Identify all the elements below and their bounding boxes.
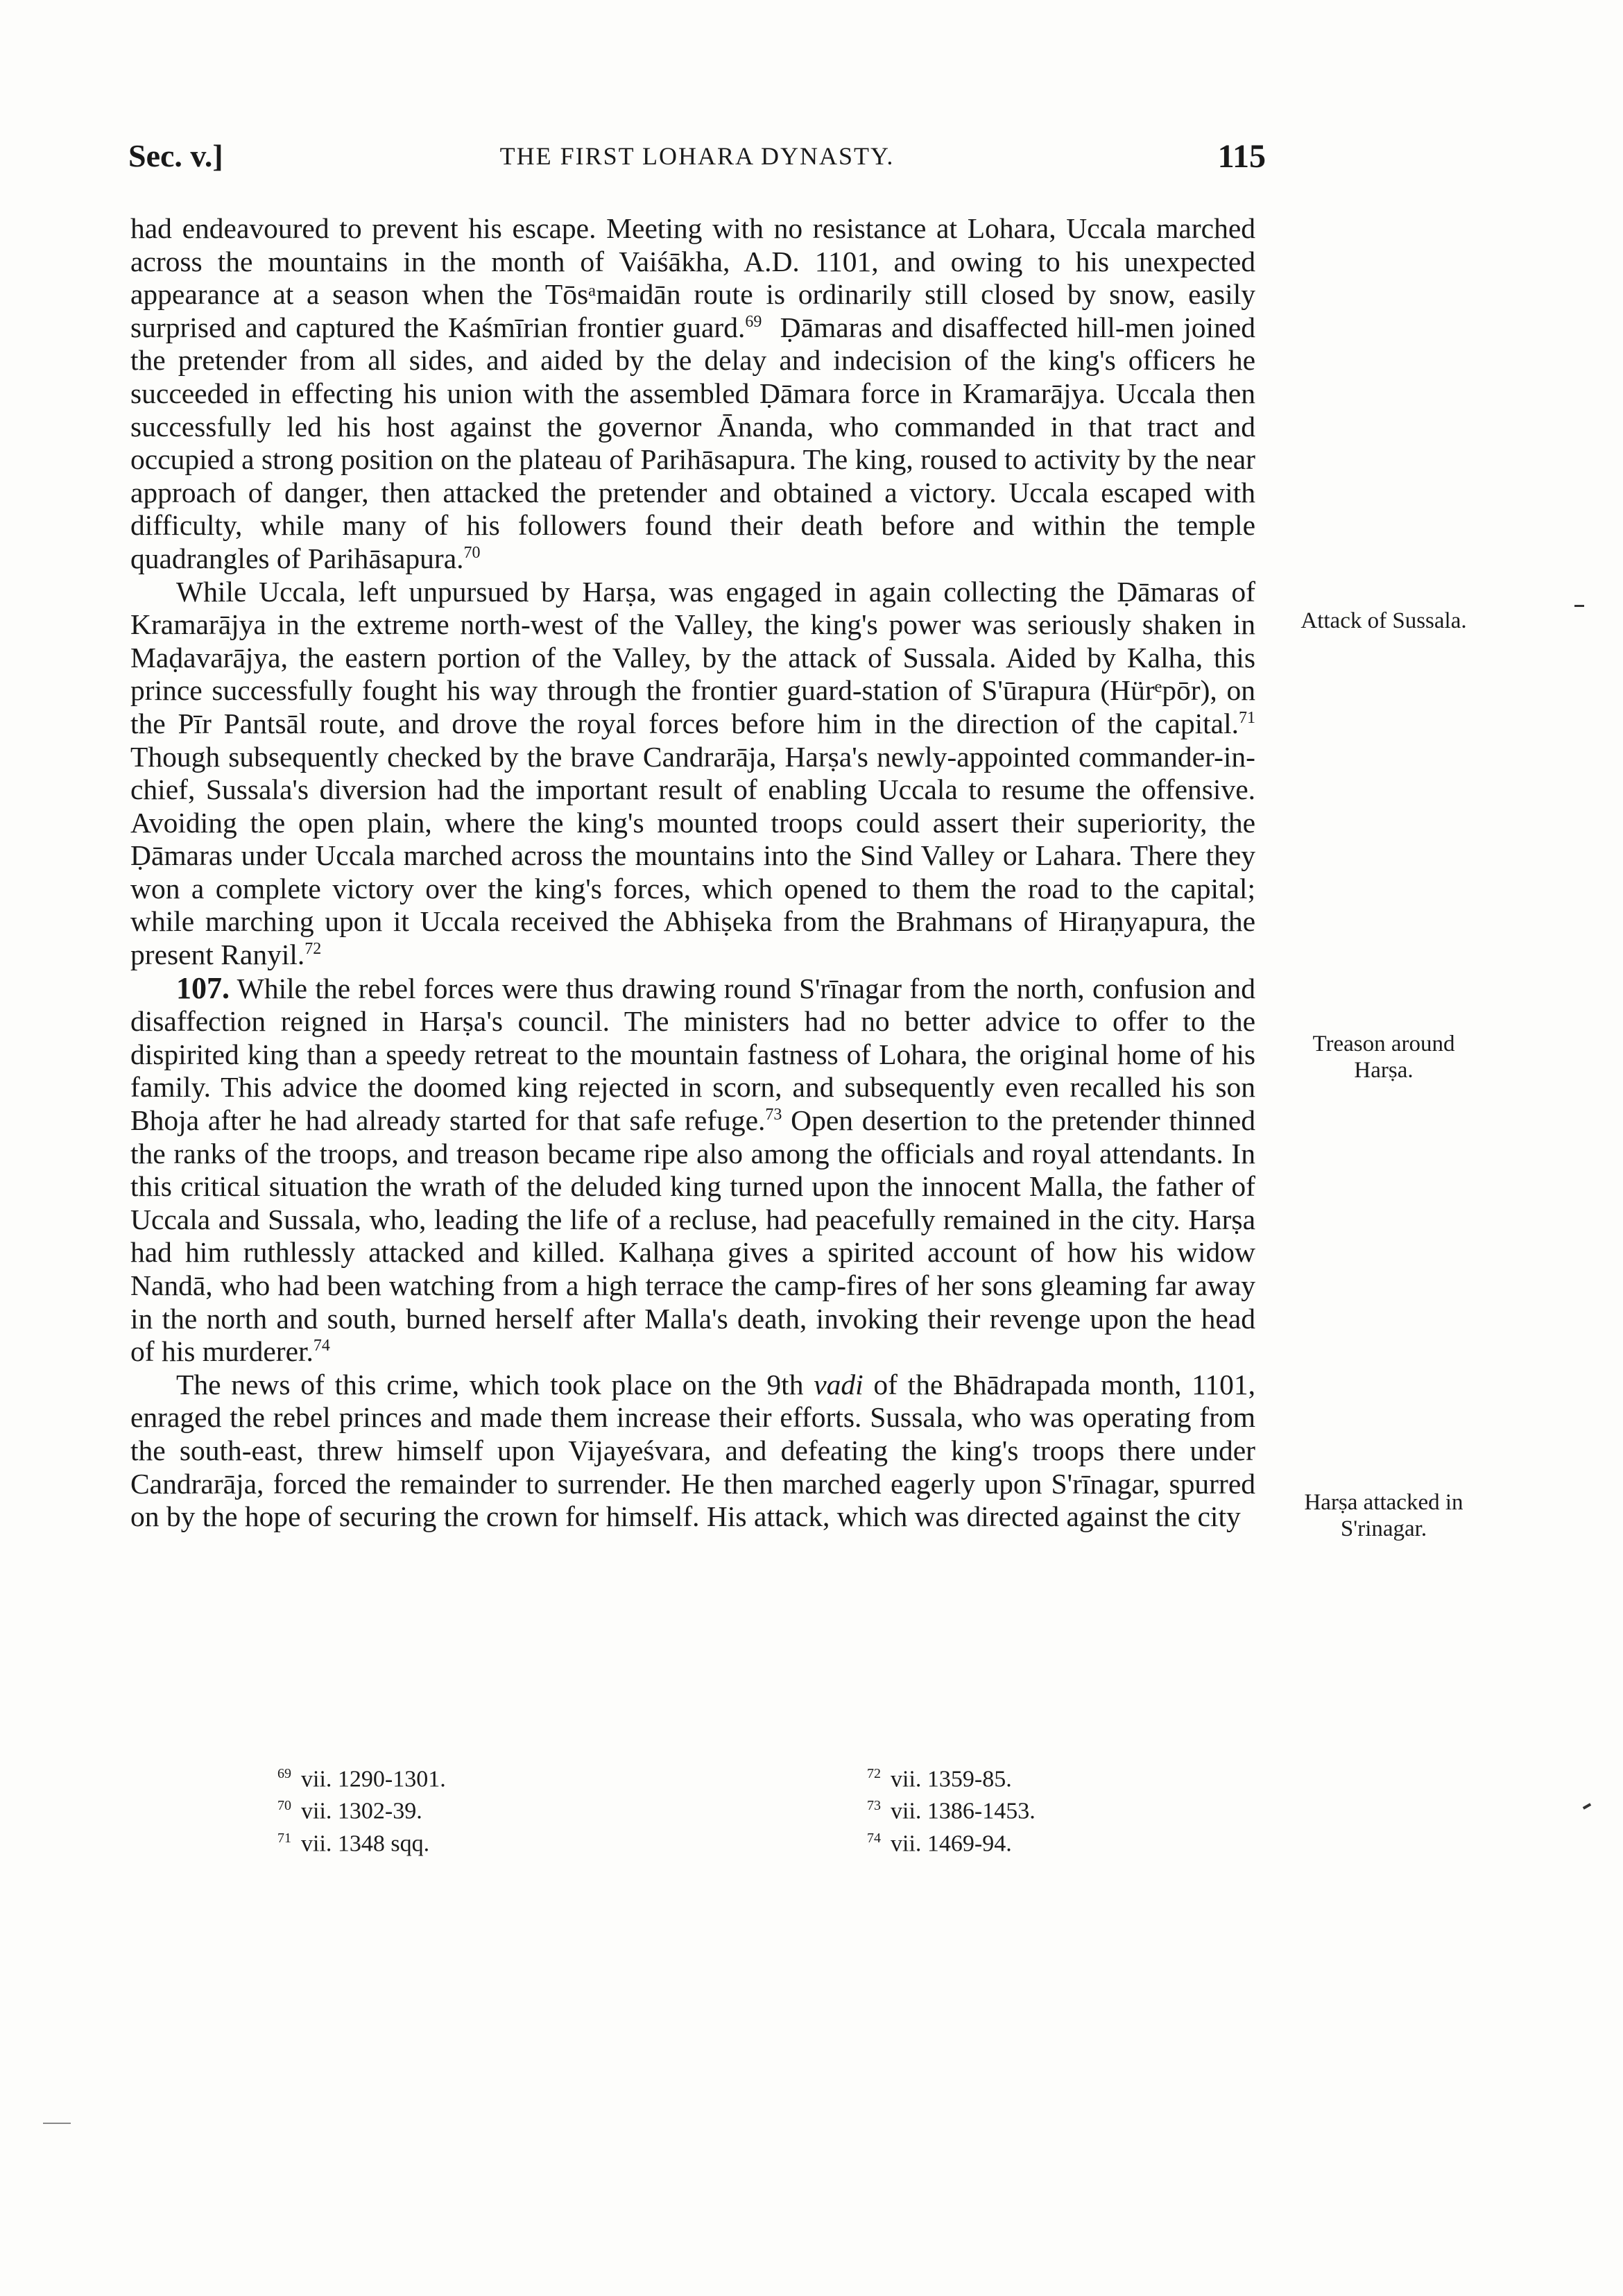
sidenote-treason-around-harsa: Treason around Harṣa. [1312,1031,1455,1083]
body-text [130,212,1255,1534]
margin-mark [1583,1803,1591,1809]
footnote-74: $^{74}$ vii. 1469-94. [867,1830,1012,1856]
footnote-71: $^{71}$ vii. 1348 sqq. [277,1830,430,1856]
section-number: 107. [176,970,230,1005]
footnote-ref-74: 74 [313,1337,330,1355]
margin-mark [1574,605,1584,607]
footnote-ref-69: 69 [745,312,762,331]
paragraph-4: The news of this crime, which took place on the 9th vadi of the Bhādrapada month, 1101, enraged the rebel princes and made them increase their efforts. Sussala, who was operating from the south-east, threw himself upon Vijayeśvara, and defeating the king's troops there under Candrarāja, forced the remainder to surrender. He then marched eagerly upon S'rīnagar, spurred on by the hope of securing the crown for himself. His attack, which was directed against the city [130,1368,1256,1533]
footnote-ref-72: 72 [304,940,322,959]
footnote-ref-71: 71 [1239,709,1255,728]
footnote-ref-73: 73 [765,1106,782,1124]
paragraph-2: While Uccala, left unpursued by Harṣa, was engaged in again collecting the Ḍāmaras of Kramarājya in the extreme north-west of the Valley, the king's power was seriously shaken in Maḍavarājya, the eastern portion of the Valley, by the attack of Sussala. Aided by Kalha, this prince successfully fought his way through the frontier guard-station of S'ūrapura (Hürᵉpōr), on the Pīr Pantsāl route, and drove the royal forces before him in the direction of the capital.$^{71}$ Though subsequently checked by the brave Candrarāja, Harṣa's newly-appointed commander-in-chief, Sussala's diversion had the important result of enabling Uccala to resume the offensive. Avoiding the open plain, where the king's mounted troops could assert their superiority, the Ḍāmaras under Uccala marched across the mountains into the Sind Valley or Lahara. There they won a complete victory over the king's forces, which opened to them the road to the capital; while marching upon it Uccala received the Abhiṣeka from the Brahmans of Hiraṇyapura, the present Ranyil.$^{72}$ [130,575,1255,971]
footnotes-left-column [277,1760,446,1857]
chapter-title: THE FIRST LOHARA DYNASTY. [499,142,895,170]
footnote-70: $^{70}$ vii. 1302-39. [277,1798,422,1824]
footnotes-right-column [867,1760,1036,1857]
footnote-69: $^{69}$ vii. 1290-1301. [277,1766,446,1792]
page-number: 115 [1217,138,1266,175]
footnote-ref-70: 70 [463,544,481,563]
footnote-73: $^{73}$ vii. 1386-1453. [867,1798,1036,1824]
section-label: Sec. v.] [128,138,223,173]
sidenote-harsa-attacked: Harṣa attacked in S'rinagar. [1304,1490,1463,1541]
margin-smudge [43,2123,71,2124]
sidenote-attack-of-sussala: Attack of Sussala. [1300,608,1467,633]
paragraph-3: 107. While the rebel forces were thus drawing round S'rīnagar from the north, confusion and disaffection reigned in Harṣa's council. The ministers had no better advice to offer to the dispirited king than a speedy retreat to the mountain fastness of Lohara, the original home of his family. This advice the doomed king rejected in scorn, and subsequently even recalled his son Bhoja after he had already started for that safe refuge.$^{73}$ Open desertion to the pretender thinned the ranks of the troops, and treason became ripe also among the officials and royal attendants. In this critical situation the wrath of the deluded king turned upon the innocent Malla, the father of Uccala and Sussala, who, leading the life of a recluse, had peacefully remained in the city. Harṣa had him ruthlessly attacked and killed. Kalhaṇa gives a spirited account of how his widow Nandā, who had been watching from a high terrace the camp-fires of her sons gleaming far away in the north and south, burned herself after Malla's death, invoking their revenge upon the head of his murderer.$^{74}$ [130,970,1256,1368]
footnote-72: $^{72}$ vii. 1359-85. [867,1766,1012,1792]
paragraph-1: had endeavoured to prevent his escape. Meeting with no resistance at Lohara, Uccala marched across the mountains in the month of Vaiśākha, A.D. 1101, and owing to his unexpected appearance at a season when the Tōsᵃmaidān route is ordinarily still closed by snow, easily surprised and captured the Kaśmīrian frontier guard.$^{69}$ Ḍāmaras and disaffected hill-men joined the pretender from all sides, and aided by the delay and indecision of the king's officers he succeeded in effecting his union with the assembled Ḍāmara force in Kramarājya. Uccala then successfully led his host against the governor Ānanda, who commanded in that tract and occupied a strong position on the plateau of Parihāsapura. The king, roused to activity by the near approach of danger, then attacked the pretender and obtained a victory. Uccala escaped with difficulty, while many of his followers found their death before and within the temple quadrangles of Parihāsapura.$^{70}$ [130,212,1256,574]
running-head [128,137,1266,179]
